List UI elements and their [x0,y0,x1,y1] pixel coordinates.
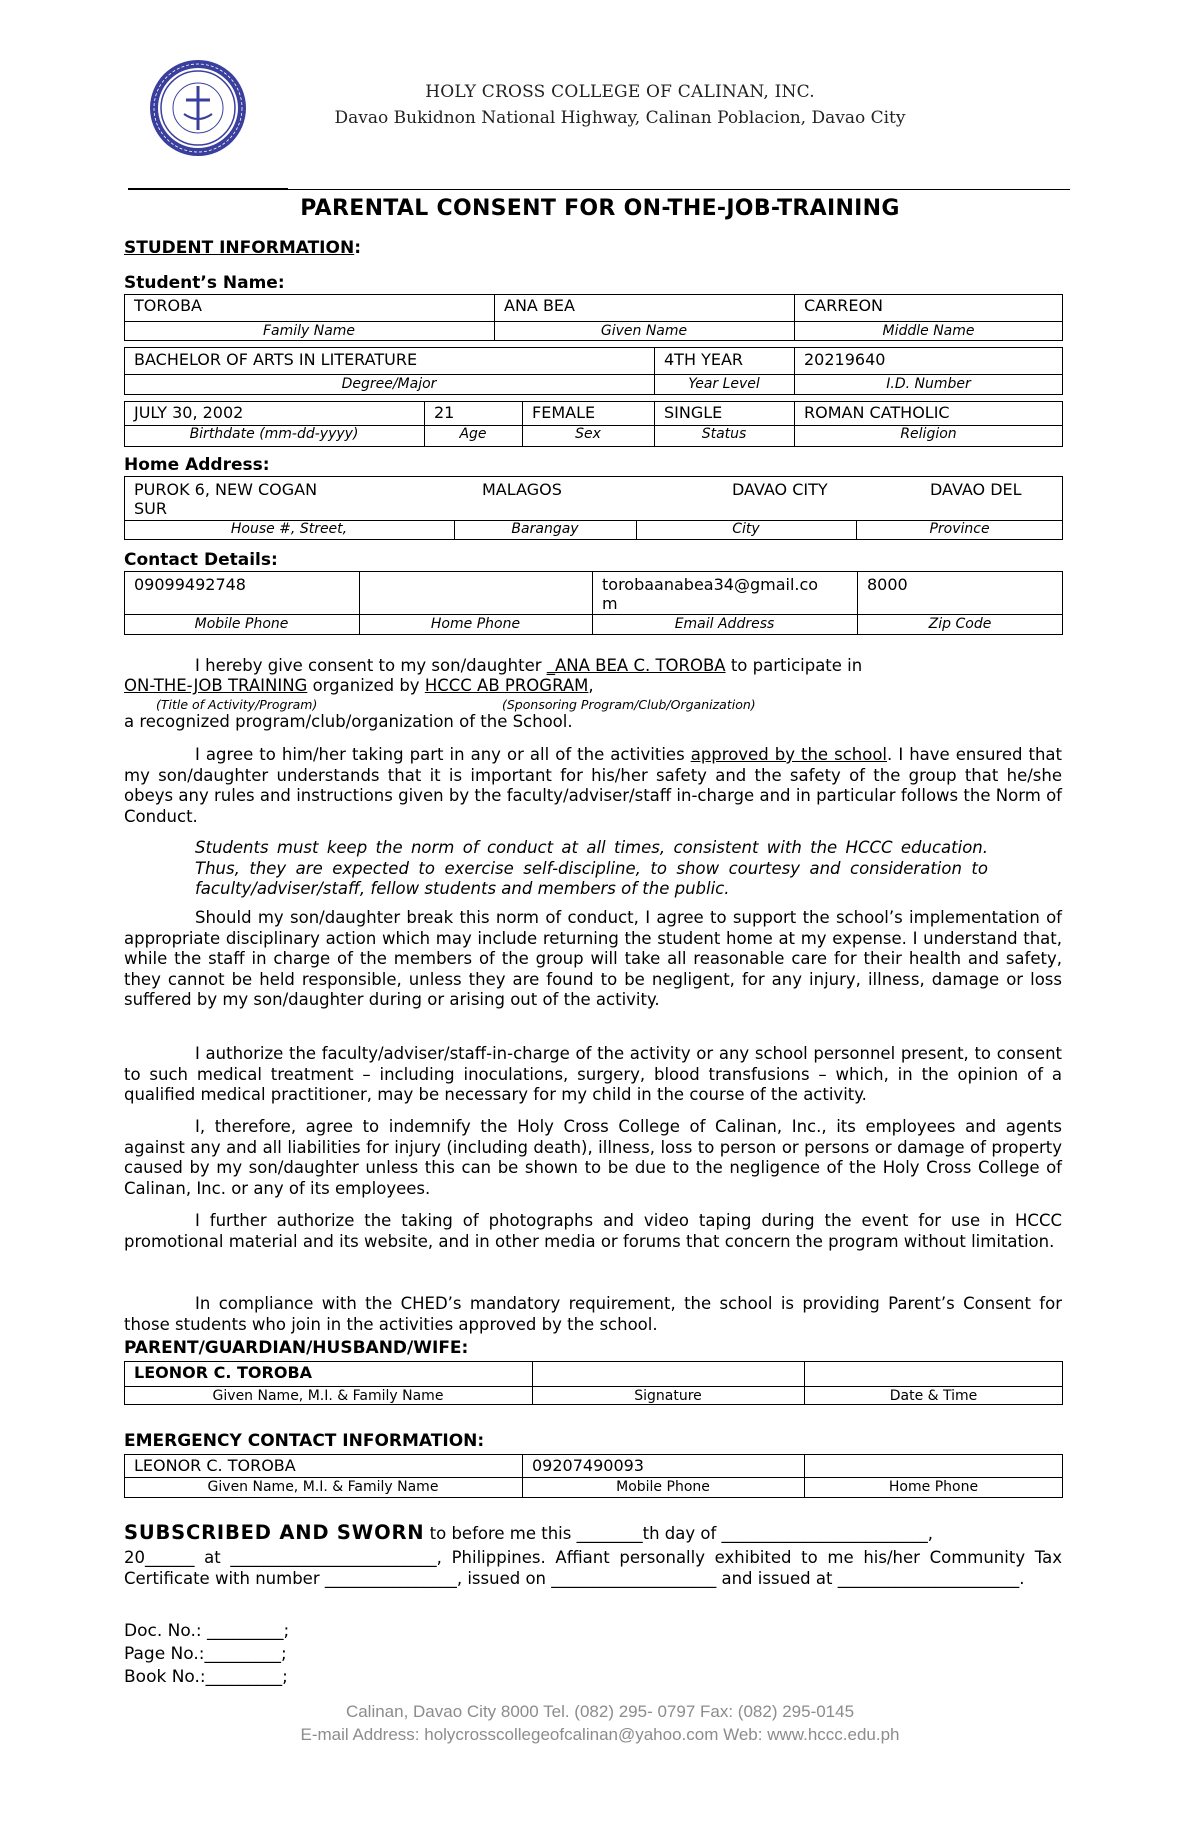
mobile-phone-field[interactable]: 09099492748 [134,575,246,594]
contact-heading: Contact Details: [124,550,278,570]
middle-name-field[interactable]: CARREON [804,296,884,315]
mobile-phone-label: Mobile Phone [194,616,289,632]
consent-paragraph-6: I, therefore, agree to indemnify the Holy Cross College of Calinan, Inc., its employees and agents against any and all liabilities for injury (including death), illness, loss to person or persons or damage of property caused by my son/daughter unless this can be shown to be due to the negligence of the Holy Cross College of Calinan, Inc. or any of its employees. [124,1117,1062,1198]
barangay-field[interactable]: MALAGOS [482,480,562,499]
college-seal-logo [148,58,248,158]
consent-paragraph-1-line3: a recognized program/club/organization of the School. [124,712,573,731]
parent-heading: PARENT/GUARDIAN/HUSBAND/WIFE: [124,1338,469,1358]
city-field[interactable]: DAVAO CITY [732,480,828,499]
page-number: Page No.:_________; [124,1644,287,1664]
given-name-label: Given Name [600,323,688,339]
zip-code-field[interactable]: 8000 [867,575,908,594]
street-label: House #, Street, [230,521,348,537]
consent-paragraph-5: I authorize the faculty/adviser/staff-in-charge of the activity or any school personnel present, to consent to such medical treatment – including inoculations, surgery, blood transfusions – which, in the opinion of a qualified medical practitioner, may be necessary for my child in the course of the activity. [124,1044,1062,1104]
religion-label: Religion [900,426,957,442]
parent-name-field[interactable]: LEONOR C. TOROBA [134,1363,313,1382]
norm-of-conduct-statement: Students must keep the norm of conduct at all times, consistent with the HCCC education. Thus, they are expected to exercise self-discipline, to show courtesy and consideration to faculty/adviser/staff, fellow students and members of the public. [195,838,988,898]
consent-paragraph-1: I hereby give consent to my son/daughter _ANA BEA C. TOROBA to participate in [195,656,863,675]
sponsor-fill[interactable]: HCCC AB PROGRAM [424,676,589,695]
age-field[interactable]: 21 [434,403,455,422]
status-field[interactable]: SINGLE [664,403,723,422]
footer-email-web-line: E-mail Address: holycrosscollegeofcalinan@yahoo.com Web: www.hccc.edu.ph [300,1725,900,1744]
family-name-field[interactable]: TOROBA [134,296,202,315]
sponsor-hint: (Sponsoring Program/Club/Organization) [502,697,756,712]
parent-name-label: Given Name, M.I. & Family Name [212,1388,444,1404]
home-phone-field[interactable] [359,573,592,575]
activity-hint: (Title of Activity/Program) [156,697,318,712]
activity-fill[interactable]: ON-THE-JOB TRAINING [124,676,308,695]
emergency-name-label: Given Name, M.I. & Family Name [207,1479,439,1495]
middle-name-label: Middle Name [882,323,975,339]
province-field[interactable]: DAVAO DEL [930,480,1022,499]
home-phone-label: Home Phone [430,616,521,632]
header-divider-accent [128,188,288,190]
home-address-heading: Home Address: [124,455,270,475]
doc-number: Doc. No.: _________; [124,1621,290,1641]
year-level-label: Year Level [688,376,760,392]
parent-signature-field[interactable] [532,1361,804,1363]
student-name-label: Student’s Name: [124,273,285,293]
sworn-statement-body: 20______ at _________________________, Philippines. Affiant personally exhibited to me his/her Community Tax Certificate with number ________________, issued on ____________________ and issued at ______________________. [124,1548,1062,1588]
birthdate-label: Birthdate (mm-dd-yyyy) [189,426,359,442]
given-name-field[interactable]: ANA BEA [504,296,575,315]
street-field[interactable]: PUROK 6, NEW COGAN SUR [134,480,318,518]
consent-paragraph-1-line2: ON-THE-JOB TRAINING organized by HCCC AB PROGRAM, [124,676,594,695]
parent-datetime-label: Date & Time [889,1388,978,1404]
emergency-home-field[interactable] [804,1454,1063,1456]
status-label: Status [701,426,747,442]
emergency-home-label: Home Phone [888,1479,979,1495]
emergency-mobile-label: Mobile Phone [616,1479,710,1495]
emergency-name-field[interactable]: LEONOR C. TOROBA [134,1456,296,1475]
school-address: Davao Bukidnon National Highway, Calinan Poblacion, Davao City [334,108,906,128]
province-label: Province [929,521,990,537]
consent-paragraph-4: Should my son/daughter break this norm of conduct, I agree to support the school’s implementation of appropriate disciplinary action which may include returning the student home at my expense. I understand that, while the staff in charge of the members of the group will take all reasonable care for their health and safety, they cannot be held responsible, unless they are found to be negligent, for any injury, illness, damage or loss suffered by my son/daughter during or arising out of the activity. [124,908,1062,1009]
city-label: City [732,521,760,537]
parent-datetime-field[interactable] [804,1361,1063,1363]
school-name: HOLY CROSS COLLEGE OF CALINAN, INC. [425,82,815,102]
degree-field[interactable]: BACHELOR OF ARTS IN LITERATURE [134,350,418,369]
form-title: PARENTAL CONSENT FOR ON-THE-JOB-TRAINING [300,196,900,221]
student-name-fill[interactable]: _ANA BEA C. TOROBA [546,656,726,675]
zip-code-label: Zip Code [928,616,992,632]
birthdate-field[interactable]: JULY 30, 2002 [134,403,244,422]
barangay-label: Barangay [511,521,579,537]
year-level-field[interactable]: 4TH YEAR [664,350,744,369]
email-field[interactable]: torobaanabea34@gmail.co m [602,575,819,613]
student-info-heading: STUDENT INFORMATION: [124,238,361,258]
emergency-mobile-field[interactable]: 09207490093 [532,1456,644,1475]
sworn-statement: SUBSCRIBED AND SWORN to before me this ________th day of _________________________, [124,1521,934,1544]
id-number-label: I.D. Number [886,376,971,392]
age-label: Age [459,426,487,442]
consent-paragraph-2: I agree to him/her taking part in any or all of the activities approved by the school. I have ensured that my son/daughter understands that it is important for his/her safety and the safety of the group that he/she obeys any rules and instructions given by the faculty/adviser/staff in-charge and in particular follows the Norm of Conduct. [124,745,1063,826]
consent-paragraph-7: I further authorize the taking of photographs and video taping during the event for use in HCCC promotional material and its website, and in other media or forums that concern the program without limitation. [124,1211,1062,1251]
sex-label: Sex [575,426,601,442]
sex-field[interactable]: FEMALE [532,403,596,422]
consent-paragraph-8: In compliance with the CHED’s mandatory requirement, the school is providing Parent’s Consent for those students who join in the activities approved by the school. [124,1294,1062,1334]
religion-field[interactable]: ROMAN CATHOLIC [804,403,950,422]
emergency-heading: EMERGENCY CONTACT INFORMATION: [124,1431,485,1451]
book-number: Book No.:_________; [124,1667,288,1687]
email-label: Email Address [674,616,775,632]
family-name-label: Family Name [262,323,356,339]
degree-label: Degree/Major [341,376,437,392]
footer-contact-line: Calinan, Davao City 8000 Tel. (082) 295- 0797 Fax: (082) 295-0145 [345,1702,855,1721]
id-number-field[interactable]: 20219640 [804,350,886,369]
parent-signature-label: Signature [634,1388,702,1404]
